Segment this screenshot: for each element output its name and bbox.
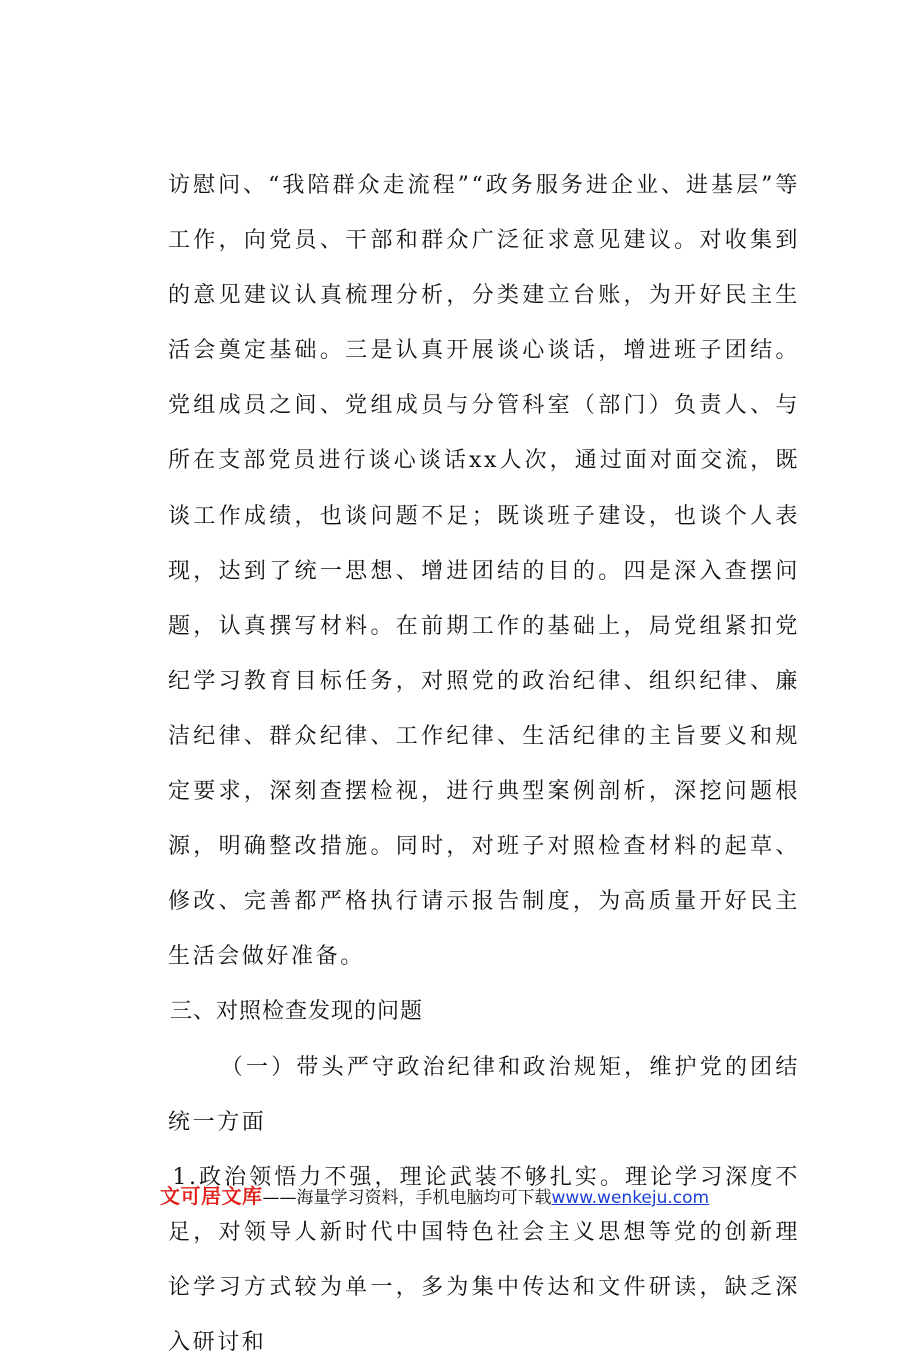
- body-paragraph: 访慰问、“我陪群众走流程”“政务服务进企业、进基层”等工作，向党员、干部和群众广泛征求意见建议。对收集到的意见建议认真梳理分析，分类建立台账，为开好民主生活会奠定基础。三是认真开展谈心谈话，增进班子团结。党组成员之间、党组成员与分管科室（部门）负责人、与所在支部党员进行谈心谈话xx人次，通过面对面交流，既谈工作成绩，也谈问题不足；既谈班子建设，也谈个人表现，达到了统一思想、增进团结的目的。四是深入查摆问题，认真撰写材料。在前期工作的基础上，局党组紧扣党纪学习教育目标任务，对照党的政治纪律、组织纪律、廉洁纪律、群众纪律、工作纪律、生活纪律的主旨要义和规定要求，深刻查摆检视，进行典型案例剖析，深挖问题根源，明确整改措施。同时，对班子对照检查材料的起草、修改、完善都严格执行请示报告制度，为高质量开好民主生活会做好准备。: [168, 173, 800, 970]
- section-heading: 三、对照检查发现的问题: [170, 999, 424, 1025]
- footer-banner: [160, 1183, 709, 1211]
- footer-link[interactable]: www.wenkeju.com: [551, 1188, 710, 1208]
- footer-tagline: ——海量学习资料，手机电脑均可下载: [262, 1188, 552, 1208]
- item-paragraph: 1.政治领悟力不强，理论武装不够扎实。理论学习深度不足，对领导人新时代中国特色社会主义思想等党的创新理论学习方式较为单一，多为集中传达和文件研读，缺乏深入研讨和: [168, 1164, 800, 1355]
- subsection-heading: （一）带头严守政治纪律和政治规矩，维护党的团结统一方面: [168, 1054, 800, 1135]
- footer-brand: 文可居文库: [160, 1184, 263, 1208]
